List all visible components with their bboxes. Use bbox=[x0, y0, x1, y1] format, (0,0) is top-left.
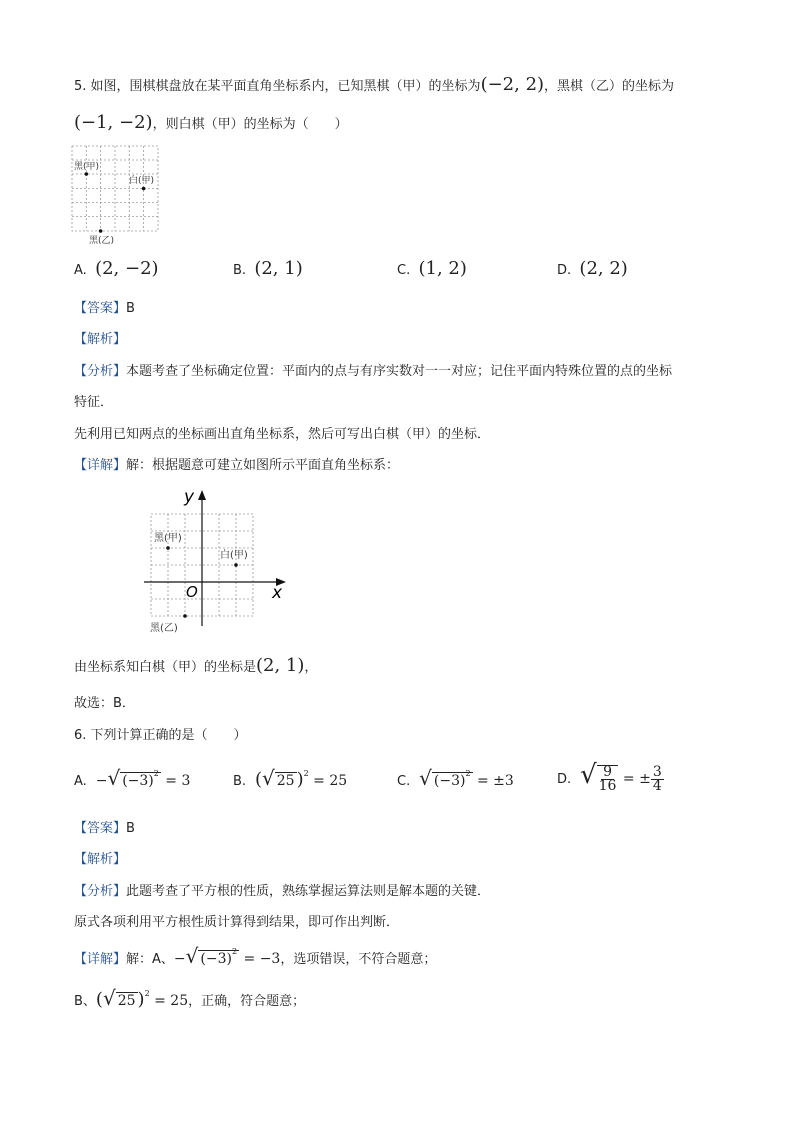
radicand: 25 bbox=[117, 993, 136, 1009]
q5-answer bbox=[74, 297, 135, 316]
conclusion-text: 由坐标系知白棋（甲）的坐标是 bbox=[74, 660, 257, 675]
q5-option-d bbox=[557, 258, 628, 279]
q6-option-c: C. √ $(-3)^2 = \pm 3$ bbox=[397, 766, 514, 790]
q6-number: 6. bbox=[74, 728, 87, 743]
radicand: (−3) bbox=[200, 951, 232, 967]
option-value: (1, 2) bbox=[418, 258, 467, 279]
option-value: (2, −2) bbox=[95, 258, 159, 279]
fenxi-text: 此题考查了平方根的性质，熟练掌握运算法则是解本题的关键． bbox=[126, 884, 491, 899]
q6-detail-b: B、(√ 25 )$^2$ = 25，正确，符合题意； bbox=[74, 986, 306, 1010]
rhs: = 25 bbox=[313, 773, 348, 789]
option-letter: B. bbox=[233, 774, 247, 789]
q6-stem bbox=[74, 724, 247, 743]
label-white-a: 白(甲) bbox=[220, 550, 248, 561]
option-letter: C. bbox=[397, 263, 411, 278]
fenxi-tag: 【分析】 bbox=[74, 884, 127, 899]
option-value: (2, 2) bbox=[579, 258, 628, 279]
q5-number: 5. bbox=[74, 79, 87, 94]
fenxi-text: 本题考查了坐标确定位置：平面内的点与有序实数对一一对应；记住平面内特殊位置的点的坐标 bbox=[126, 364, 673, 379]
exponent: 2 bbox=[303, 769, 309, 778]
q6-detail-a: 【详解】解：A、−√ $(-3)^2 = -3$，选项错误，不符合题意； bbox=[74, 944, 437, 968]
q5-option-a bbox=[74, 258, 159, 279]
detail-b-post: ，正确，符合题意； bbox=[188, 994, 306, 1009]
q6-method-line: 原式各项利用平方根性质计算得到结果，即可作出判断． bbox=[74, 915, 400, 930]
q6-option-a: A. −√ $(-3)^2 = 3$ bbox=[74, 766, 191, 790]
q5-stem-mid: ，黑棋（乙）的坐标为 bbox=[544, 79, 675, 94]
x-axis-label: x bbox=[272, 583, 283, 603]
q5-fenxi bbox=[74, 360, 672, 379]
conclusion-coord: (2, 1) bbox=[256, 655, 305, 676]
rhs: = 25 bbox=[154, 993, 189, 1009]
rhs: = ± bbox=[622, 771, 651, 787]
fraction-numerator: 9 bbox=[603, 764, 613, 780]
q5-option-c bbox=[397, 258, 467, 279]
origin-label: O bbox=[186, 583, 198, 601]
detail-b-pre: B、 bbox=[74, 994, 96, 1009]
label-black-b: 黑(乙) bbox=[89, 236, 115, 246]
rhs: = ±3 bbox=[476, 773, 514, 789]
label-white-a: 白(甲) bbox=[129, 176, 155, 186]
answer-tag: 【答案】 bbox=[74, 821, 127, 836]
minus-sign: − bbox=[95, 773, 108, 789]
option-letter: B. bbox=[233, 263, 247, 278]
fraction-numerator: 3 bbox=[652, 763, 662, 780]
q6-fenxi bbox=[74, 880, 490, 899]
rhs: = 3 bbox=[165, 773, 191, 789]
detail-tag: 【详解】 bbox=[74, 952, 127, 967]
q5-board-figure bbox=[66, 142, 166, 246]
white-a-stone bbox=[234, 563, 238, 567]
q5-coord-black-a: (−2, 2) bbox=[480, 74, 545, 95]
q5-stem-text: 如图，围棋棋盘放在某平面直角坐标系内，已知黑棋（甲）的坐标为 bbox=[90, 79, 481, 94]
q6-stem-text: 下列计算正确的是（ ） bbox=[90, 728, 247, 743]
option-letter: A. bbox=[74, 774, 87, 789]
label-black-a: 黑(甲) bbox=[74, 162, 100, 172]
q5-axes-figure bbox=[140, 484, 292, 636]
q5-stem-line2 bbox=[74, 112, 348, 133]
q5-detail bbox=[74, 454, 399, 473]
radicand: 25 bbox=[276, 773, 295, 789]
radicand: (−3) bbox=[122, 773, 154, 789]
black-b-stone bbox=[183, 614, 187, 618]
detail-text: 解：根据题意可建立如图所示平面直角坐标系： bbox=[126, 458, 400, 473]
q6-answer bbox=[74, 817, 135, 836]
detail-a-pre: 解：A、 bbox=[126, 952, 174, 967]
black-b-stone bbox=[99, 229, 103, 233]
q5-conclusion bbox=[74, 655, 317, 676]
exponent: 2 bbox=[144, 989, 150, 998]
q5-stem-text2: ，则白棋（甲）的坐标为（ ） bbox=[152, 117, 348, 132]
option-letter: C. bbox=[397, 774, 411, 789]
option-letter: A. bbox=[74, 263, 87, 278]
q5-coord-black-b: (−1, −2) bbox=[74, 112, 153, 133]
exponent: 2 bbox=[465, 769, 471, 778]
answer-tag: 【答案】 bbox=[74, 301, 127, 316]
black-a-stone bbox=[85, 172, 89, 176]
label-black-a: 黑(甲) bbox=[154, 533, 182, 544]
fraction-denominator: 16 bbox=[598, 778, 617, 794]
q5-stem-line1 bbox=[74, 74, 674, 95]
radicand: (−3) bbox=[433, 773, 466, 789]
q5-analysis-tag: 【解析】 bbox=[74, 332, 127, 347]
q5-choice: 故选：B． bbox=[74, 696, 135, 711]
q5-option-b bbox=[233, 258, 303, 279]
fenxi-tag: 【分析】 bbox=[74, 364, 127, 379]
q5-method-line: 先利用已知两点的坐标画出直角坐标系，然后可写出白棋（甲）的坐标． bbox=[74, 427, 491, 442]
option-letter: D. bbox=[557, 772, 572, 787]
answer-value: B bbox=[126, 301, 135, 316]
option-value: (2, 1) bbox=[254, 258, 303, 279]
label-black-b: 黑(乙) bbox=[150, 623, 178, 634]
q5-fenxi-text2: 特征． bbox=[74, 395, 114, 410]
exponent: 2 bbox=[153, 769, 159, 778]
rhs: = −3 bbox=[243, 951, 281, 967]
option-letter: D. bbox=[557, 263, 572, 278]
black-a-stone bbox=[166, 546, 170, 550]
answer-value: B bbox=[126, 821, 135, 836]
detail-tag: 【详解】 bbox=[74, 458, 127, 473]
exponent: 2 bbox=[231, 947, 238, 956]
y-arrow bbox=[198, 490, 206, 500]
fraction-denominator: 4 bbox=[652, 777, 662, 794]
q6-analysis-tag: 【解析】 bbox=[74, 852, 127, 867]
minus-sign: − bbox=[173, 951, 186, 967]
detail-a-post: ，选项错误，不符合题意； bbox=[280, 952, 437, 967]
white-a-stone bbox=[142, 187, 146, 191]
conclusion-post: ， bbox=[304, 660, 318, 675]
q6-option-d: D. √ $\frac{9}{16}$ = ± $\frac{3}{4}$ bbox=[557, 760, 662, 794]
q6-option-b: B. (√ 25 )$^2$ = 25 bbox=[233, 766, 348, 790]
y-axis-label: y bbox=[184, 487, 195, 507]
